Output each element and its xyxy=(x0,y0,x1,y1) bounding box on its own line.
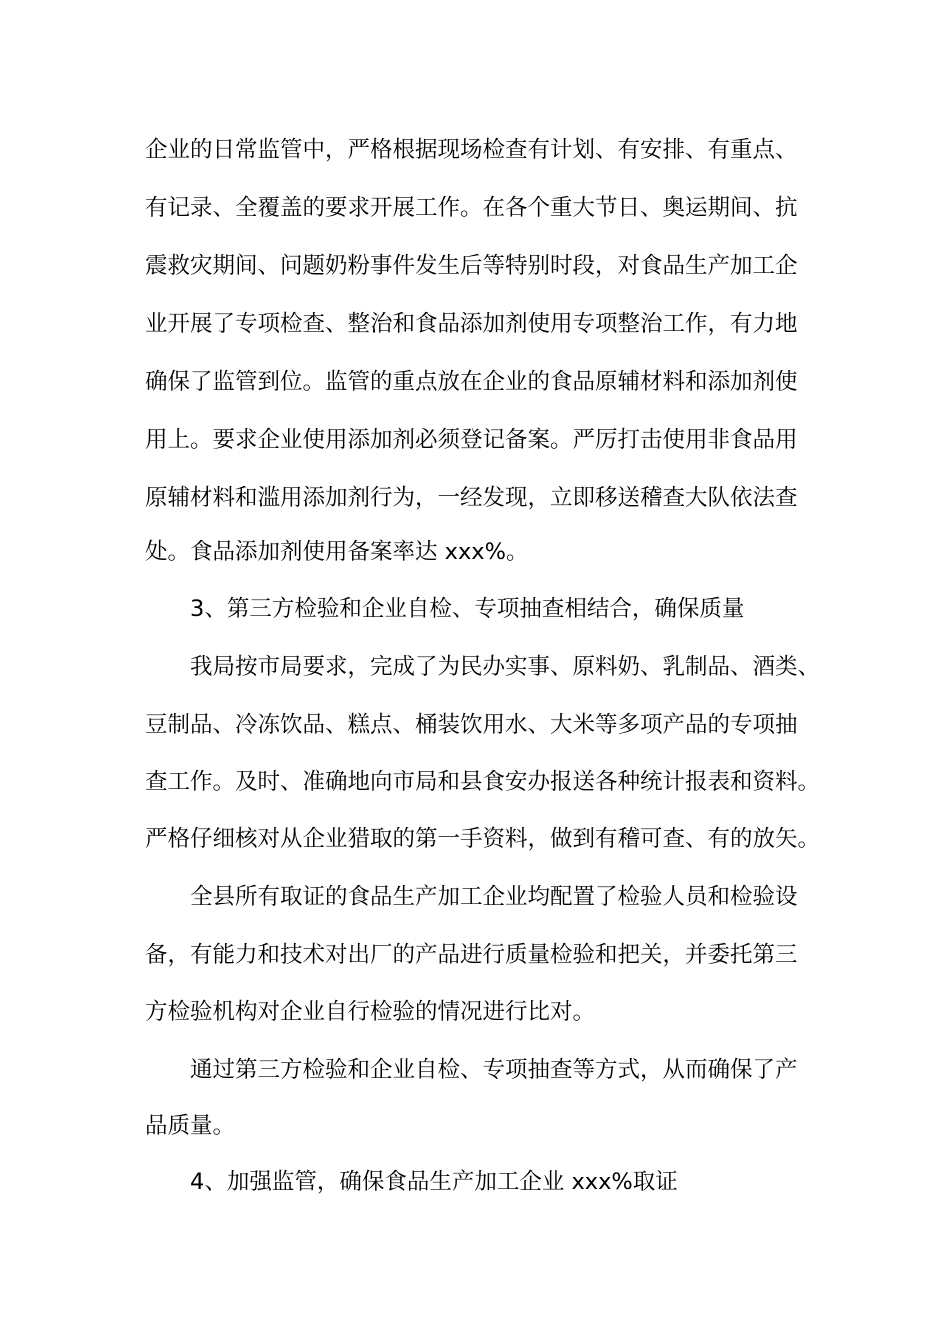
text-line: 有记录、全覆盖的要求开展工作。在各个重大节日、奥运期间、抗 xyxy=(145,195,798,221)
text-line: 企业的日常监管中，严格根据现场检查有计划、有安排、有重点、 xyxy=(145,137,798,163)
text-line: 震救灾期间、问题奶粉事件发生后等特别时段，对食品生产加工企 xyxy=(145,253,798,279)
section-heading: 3、第三方检验和企业自检、专项抽查相结合，确保质量 xyxy=(190,596,745,622)
section-heading: 4、加强监管，确保食品生产加工企业 xxx%取证 xyxy=(190,1169,678,1195)
text-line: 查工作。及时、准确地向市局和县食安办报送各种统计报表和资料。 xyxy=(145,769,821,795)
text-line: 用上。要求企业使用添加剂必须登记备案。严厉打击使用非食品用 xyxy=(145,427,798,453)
text-line: 我局按市局要求，完成了为民办实事、原料奶、乳制品、酒类、 xyxy=(190,654,821,680)
text-line: 严格仔细核对从企业猎取的第一手资料，做到有稽可查、有的放矢。 xyxy=(145,826,821,852)
text-line: 方检验机构对企业自行检验的情况进行比对。 xyxy=(145,999,596,1025)
text-line: 全县所有取证的食品生产加工企业均配置了检验人员和检验设 xyxy=(190,884,798,910)
text-line: 豆制品、冷冻饮品、糕点、桶装饮用水、大米等多项产品的专项抽 xyxy=(145,712,798,738)
text-line: 原辅材料和滥用添加剂行为，一经发现，立即移送稽查大队依法查 xyxy=(145,485,798,511)
text-line: 处。食品添加剂使用备案率达 xxx%。 xyxy=(145,539,529,565)
text-line: 备，有能力和技术对出厂的产品进行质量检验和把关，并委托第三 xyxy=(145,942,798,968)
text-line: 确保了监管到位。监管的重点放在企业的食品原辅材料和添加剂使 xyxy=(145,369,798,395)
text-line: 品质量。 xyxy=(145,1113,236,1139)
text-line: 通过第三方检验和企业自检、专项抽查等方式，从而确保了产 xyxy=(190,1057,798,1083)
text-line: 业开展了专项检查、整治和食品添加剂使用专项整治工作，有力地 xyxy=(145,311,798,337)
